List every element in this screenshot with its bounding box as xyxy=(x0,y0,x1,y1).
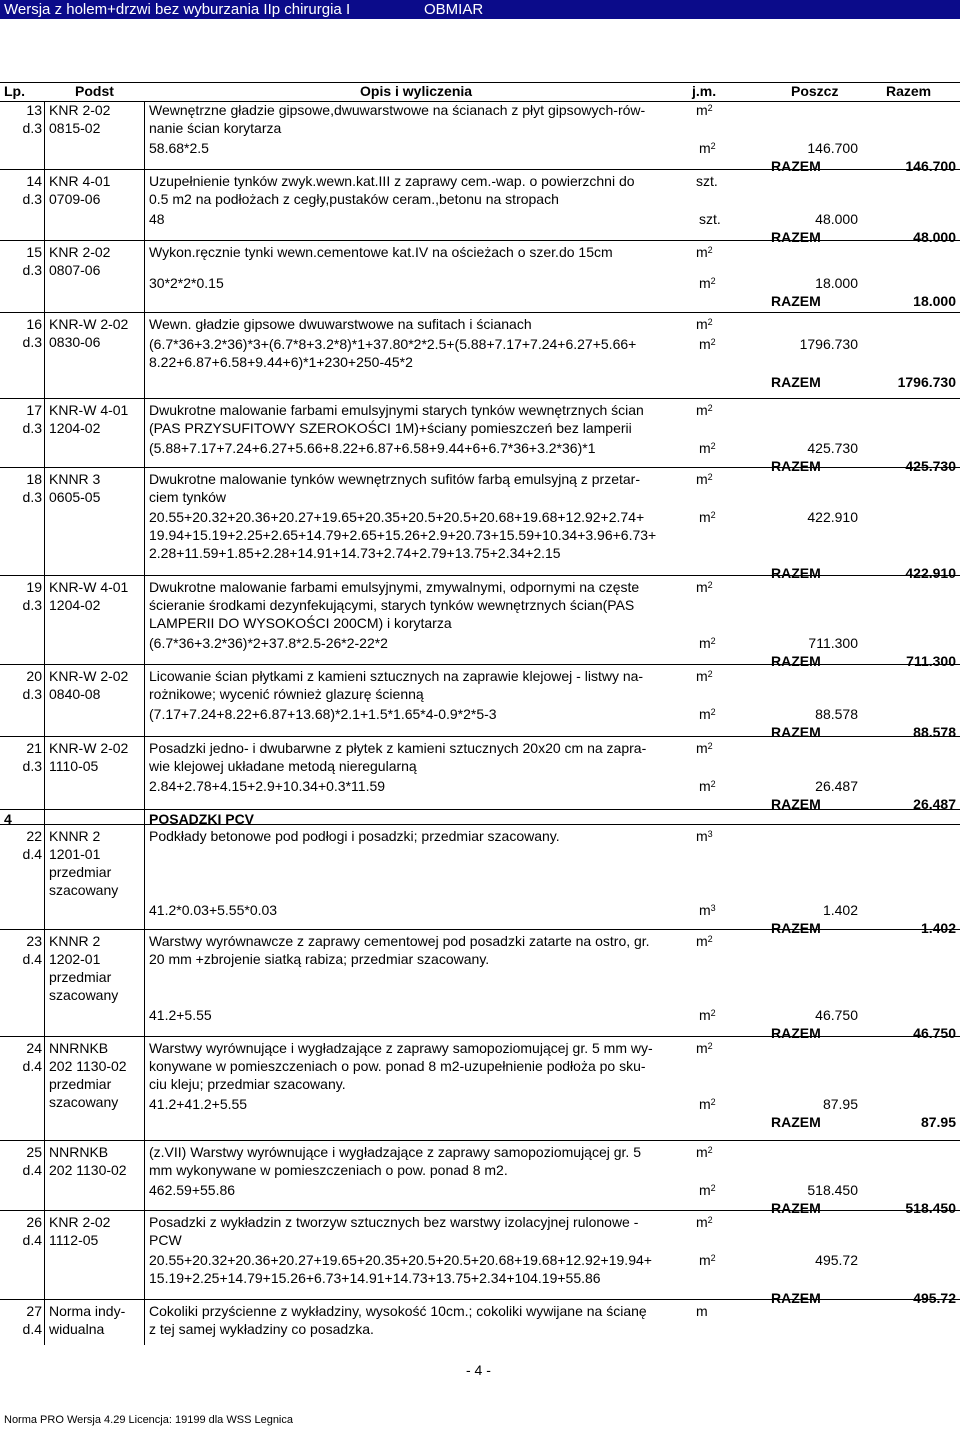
section-number: 4 xyxy=(4,811,12,827)
col-razem: Razem xyxy=(886,83,932,99)
item-description: Licowanie ścian płytkami z kamieni sztucznych na zaprawie klejowej - listwy na- rożnikowe; wycenić również glazurę ścienną xyxy=(149,668,644,702)
calc-line: (6.7*36+3.2*36)*2+37.8*2.5-26*2-22*2 xyxy=(149,635,388,651)
calc-line: 41.2+5.55 xyxy=(149,1007,212,1023)
calc-line: 2.28+11.59+1.85+2.28+14.91+14.73+2.74+2.79+13.75+2.34+2.15 xyxy=(149,545,561,561)
calc-line: 15.19+2.25+14.79+15.26+6.73+14.91+14.73+13.75+2.34+104.19+55.86 xyxy=(149,1270,601,1286)
poszcz-value: 18.000 xyxy=(815,275,858,291)
item-unit: $m^2$ xyxy=(696,1144,713,1160)
poszcz-value: 711.300 xyxy=(808,635,858,651)
item-unit: $m^2$ xyxy=(696,740,713,756)
item-unit: $m^3$ xyxy=(696,828,713,844)
row-separator xyxy=(0,398,960,399)
razem-label: RAZEM xyxy=(771,565,821,581)
item-number: 25 d.4 xyxy=(22,1144,42,1178)
razem-value: 18.000 xyxy=(913,293,956,309)
calc-line: 20.55+20.32+20.36+20.27+19.65+20.35+20.5+20.5+20.68+19.68+12.92+2.74+ xyxy=(149,509,645,525)
razem-label: RAZEM xyxy=(771,1114,821,1130)
window-title-bar xyxy=(0,0,960,19)
razem-label: RAZEM xyxy=(771,920,821,936)
poszcz-value: 26.487 xyxy=(815,778,858,794)
item-code: NNRNKB 202 1130-02 przedmiar szacowany xyxy=(49,1040,127,1110)
section-title: POSADZKI PCV xyxy=(149,811,255,827)
item-unit: $m^2$ xyxy=(696,102,713,118)
item-unit: $m^2$ xyxy=(696,471,713,487)
row-separator xyxy=(0,467,960,468)
poszcz-value: 495.72 xyxy=(815,1252,858,1268)
calc-unit: $m^2$ xyxy=(699,1182,716,1198)
razem-label: RAZEM xyxy=(771,796,821,812)
row-separator xyxy=(0,1036,960,1037)
item-code: KNR-W 2-02 1110-05 xyxy=(49,740,129,774)
row-separator xyxy=(0,1140,960,1141)
document-title: Wersja z holem+drzwi bez wyburzania IIp chirurgia I xyxy=(4,1,351,18)
item-description: Wewn. gładzie gipsowe dwuwarstwowe na sufitach i ścianach xyxy=(149,316,532,332)
calc-line: 48 xyxy=(149,211,165,227)
footer-license: Norma PRO Wersja 4.29 Licencja: 19199 dla WSS Legnica xyxy=(4,1414,293,1426)
razem-label: RAZEM xyxy=(771,293,821,309)
col-lp: Lp. xyxy=(4,83,25,99)
calc-unit: $m^2$ xyxy=(699,1007,716,1023)
item-number: 14 d.3 xyxy=(22,173,42,207)
item-code: KNNR 2 1201-01 przedmiar szacowany xyxy=(49,828,119,898)
razem-label: RAZEM xyxy=(771,1290,821,1306)
calc-unit: $m^2$ xyxy=(699,440,716,456)
item-number: 15 d.3 xyxy=(22,244,42,278)
item-number: 20 d.3 xyxy=(22,668,42,702)
poszcz-value: 146.700 xyxy=(807,140,858,156)
row-separator xyxy=(0,664,960,665)
poszcz-value: 425.730 xyxy=(807,440,858,456)
razem-label: RAZEM xyxy=(771,229,821,245)
item-unit: $m^2$ xyxy=(696,579,713,595)
item-code: KNR-W 4-01 1204-02 xyxy=(49,579,129,613)
section-separator xyxy=(0,809,960,810)
poszcz-value: 46.750 xyxy=(815,1007,858,1023)
item-code: KNR-W 4-01 1204-02 xyxy=(49,402,129,436)
item-description: Podkłady betonowe pod podłogi i posadzki; przedmiar szacowany. xyxy=(149,828,560,844)
item-code: KNR 2-02 1112-05 xyxy=(49,1214,111,1248)
item-description: Cokoliki przyścienne z wykładziny, wysokość 10cm.; cokoliki wywijane na ścianę z tej samej wykładziny co posadzka. xyxy=(149,1303,647,1337)
poszcz-value: 518.450 xyxy=(807,1182,858,1198)
razem-label: RAZEM xyxy=(771,653,821,669)
calc-unit: $m^2$ xyxy=(699,336,716,352)
calc-line: 2.84+2.78+4.15+2.9+10.34+0.3*11.59 xyxy=(149,778,386,794)
calc-line: 58.68*2.5 xyxy=(149,140,209,156)
item-number: 19 d.3 xyxy=(22,579,42,613)
item-unit: m xyxy=(696,1303,708,1319)
razem-label: RAZEM xyxy=(771,158,821,174)
item-code: KNR-W 2-02 0840-08 xyxy=(49,668,129,702)
calc-unit: $m^2$ xyxy=(699,1252,716,1268)
row-separator xyxy=(0,736,960,737)
razem-value: 26.487 xyxy=(913,796,956,812)
item-number: 17 d.3 xyxy=(22,402,42,436)
column-header-row xyxy=(0,82,960,102)
item-code: KNR 4-01 0709-06 xyxy=(49,173,111,207)
row-separator xyxy=(0,1210,960,1211)
razem-value: 711.300 xyxy=(906,653,956,669)
razem-value: 422.910 xyxy=(905,565,956,581)
row-separator xyxy=(0,1299,960,1300)
calc-unit: $m^2$ xyxy=(699,1096,716,1112)
calc-unit: szt. xyxy=(699,211,721,227)
poszcz-value: 1.402 xyxy=(822,902,858,918)
item-number: 21 d.3 xyxy=(22,740,42,774)
row-separator xyxy=(0,929,960,930)
item-unit: $m^2$ xyxy=(696,244,713,260)
item-unit: szt. xyxy=(696,173,718,189)
item-description: Posadzki jedno- i dwubarwne z płytek z kamieni sztucznych 20x20 cm na zapra- wie klejowej układane metodą nieregularną xyxy=(149,740,647,774)
calc-line: 19.94+15.19+2.25+2.65+14.79+2.65+15.26+2.9+20.73+15.59+10.34+3.96+6.73+ xyxy=(149,527,657,543)
calc-line: 20.55+20.32+20.36+20.27+19.65+20.35+20.5+20.5+20.68+19.68+12.92+19.94+ xyxy=(149,1252,652,1268)
razem-value: 518.450 xyxy=(905,1200,956,1216)
razem-label: RAZEM xyxy=(771,724,821,740)
razem-label: RAZEM xyxy=(771,1200,821,1216)
item-description: Dwukrotne malowanie tynków wewnętrznych sufitów farbą emulsyjną z przetar- ciem tynków xyxy=(149,471,640,505)
item-description: Warstwy wyrównawcze z zaprawy cementowej pod posadzki zatarte na ostro, gr. 20 mm +zbrojenie siatką rabiza; przedmiar szacowany. xyxy=(149,933,650,967)
item-description: (z.VII) Warstwy wyrównujące i wygładzające z zaprawy samopoziomującej gr. 5 mm wykonywane w pomieszczeniach o pow. ponad 8 m2. xyxy=(149,1144,641,1178)
item-number: 23 d.4 xyxy=(22,933,42,967)
col-jm: j.m. xyxy=(692,83,717,99)
poszcz-value: 87.95 xyxy=(822,1096,858,1112)
razem-label: RAZEM xyxy=(771,1025,821,1041)
item-number: 13 d.3 xyxy=(22,102,42,136)
row-separator xyxy=(0,169,960,170)
divider-lp xyxy=(44,101,45,1345)
item-code: Norma indy- widualna xyxy=(49,1303,126,1337)
item-code: KNR-W 2-02 0830-06 xyxy=(49,316,129,350)
item-description: Uzupełnienie tynków zwyk.wewn.kat.III z zaprawy cem.-wap. o powierzchni do 0.5 m2 na podłożach z cegły,pustaków ceram.,betonu na stropach xyxy=(149,173,635,207)
razem-value: 46.750 xyxy=(913,1025,956,1041)
item-code: KNR 2-02 0807-06 xyxy=(49,244,111,278)
item-code: KNNR 3 0605-05 xyxy=(49,471,101,505)
item-code: NNRNKB 202 1130-02 xyxy=(49,1144,127,1178)
item-description: Posadzki z wykładzin z tworzyw sztucznych bez warstwy izolacyjnej rulonowe - PCW xyxy=(149,1214,639,1248)
calc-line: 8.22+6.87+6.58+9.44+6)*1+230+250-45*2 xyxy=(149,354,413,370)
col-poszcz: Poszcz xyxy=(791,83,839,99)
item-description: Dwukrotne malowanie farbami emulsyjnymi, zmywalnymi, odpornymi na częste ścieranie środkami dezynfekującymi, starych tynków wewnętrznych ścian(PAS LAMPERII DO WYSOKOŚCI 200CM) i korytarza xyxy=(149,579,640,631)
calc-unit: $m^3$ xyxy=(699,902,716,918)
item-unit: $m^2$ xyxy=(696,1040,713,1056)
item-unit: $m^2$ xyxy=(696,316,713,332)
item-number: 18 d.3 xyxy=(22,471,42,505)
calc-line: (6.7*36+3.2*36)*3+(6.7*8+3.2*8)*1+37.80*2*2.5+(5.88+7.17+7.24+6.27+5.66+ xyxy=(149,336,637,352)
calc-unit: $m^2$ xyxy=(699,140,716,156)
calc-line: 462.59+55.86 xyxy=(149,1182,236,1198)
row-separator xyxy=(0,312,960,313)
col-podst: Podst xyxy=(75,83,114,99)
calc-line: (5.88+7.17+7.24+6.27+5.66+8.22+6.87+6.58+9.44+6+6.7*36+3.2*36)*1 xyxy=(149,440,596,456)
poszcz-value: 48.000 xyxy=(815,211,858,227)
item-description: Warstwy wyrównujące i wygładzające z zaprawy samopoziomującej gr. 5 mm wy- konywane w pomieszczeniach o pow. ponad 8 m2-uzupełnienie podłoża po sku- ciu kleju; przedmiar szacowany. xyxy=(149,1040,653,1092)
item-unit: $m^2$ xyxy=(696,402,713,418)
razem-label: RAZEM xyxy=(771,374,821,390)
item-unit: $m^2$ xyxy=(696,933,713,949)
col-opis: Opis i wyliczenia xyxy=(360,83,473,99)
calc-line: 41.2+41.2+5.55 xyxy=(149,1096,248,1112)
razem-value: 495.72 xyxy=(913,1290,956,1306)
razem-value: 88.578 xyxy=(913,724,956,740)
razem-value: 1796.730 xyxy=(897,374,956,390)
calc-line: 30*2*2*0.15 xyxy=(149,275,224,291)
razem-value: 87.95 xyxy=(920,1114,956,1130)
razem-value: 1.402 xyxy=(920,920,956,936)
calc-unit: $m^2$ xyxy=(699,509,716,525)
item-unit: $m^2$ xyxy=(696,668,713,684)
item-description: Wykon.ręcznie tynki wewn.cementowe kat.IV na ościeżach o szer.do 15cm xyxy=(149,244,613,260)
item-number: 16 d.3 xyxy=(22,316,42,350)
item-description: Dwukrotne malowanie farbami emulsyjnymi starych tynków wewnętrznych ścian (PAS PRZYSUFITOWY SZEROKOŚCI 1M)+ściany pomieszczeń bez lamperii xyxy=(149,402,644,436)
calc-line: (7.17+7.24+8.22+6.87+13.68)*2.1+1.5*1.65*4-0.9*2*5-3 xyxy=(149,706,497,722)
poszcz-value: 1796.730 xyxy=(799,336,858,352)
poszcz-value: 88.578 xyxy=(815,706,858,722)
calc-unit: $m^2$ xyxy=(699,778,716,794)
calc-unit: $m^2$ xyxy=(699,635,716,651)
document-type: OBMIAR xyxy=(424,1,484,18)
item-code: KNNR 2 1202-01 przedmiar szacowany xyxy=(49,933,119,1003)
calc-unit: $m^2$ xyxy=(699,275,716,291)
row-separator xyxy=(0,575,960,576)
page-number: - 4 - xyxy=(466,1362,491,1378)
calc-line: 41.2*0.03+5.55*0.03 xyxy=(149,902,278,918)
razem-value: 48.000 xyxy=(913,229,956,245)
item-number: 26 d.4 xyxy=(22,1214,42,1248)
item-number: 22 d.4 xyxy=(22,828,42,862)
item-unit: $m^2$ xyxy=(696,1214,713,1230)
razem-value: 146.700 xyxy=(905,158,956,174)
item-code: KNR 2-02 0815-02 xyxy=(49,102,111,136)
razem-value: 425.730 xyxy=(905,458,956,474)
item-description: Wewnętrzne gładzie gipsowe,dwuwarstwowe na ścianach z płyt gipsowych-rów- nanie ścian korytarza xyxy=(149,102,646,136)
row-separator xyxy=(0,240,960,241)
item-number: 27 d.4 xyxy=(22,1303,42,1337)
calc-unit: $m^2$ xyxy=(699,706,716,722)
item-number: 24 d.4 xyxy=(22,1040,42,1074)
razem-label: RAZEM xyxy=(771,458,821,474)
row-separator xyxy=(0,824,960,825)
poszcz-value: 422.910 xyxy=(807,509,858,525)
